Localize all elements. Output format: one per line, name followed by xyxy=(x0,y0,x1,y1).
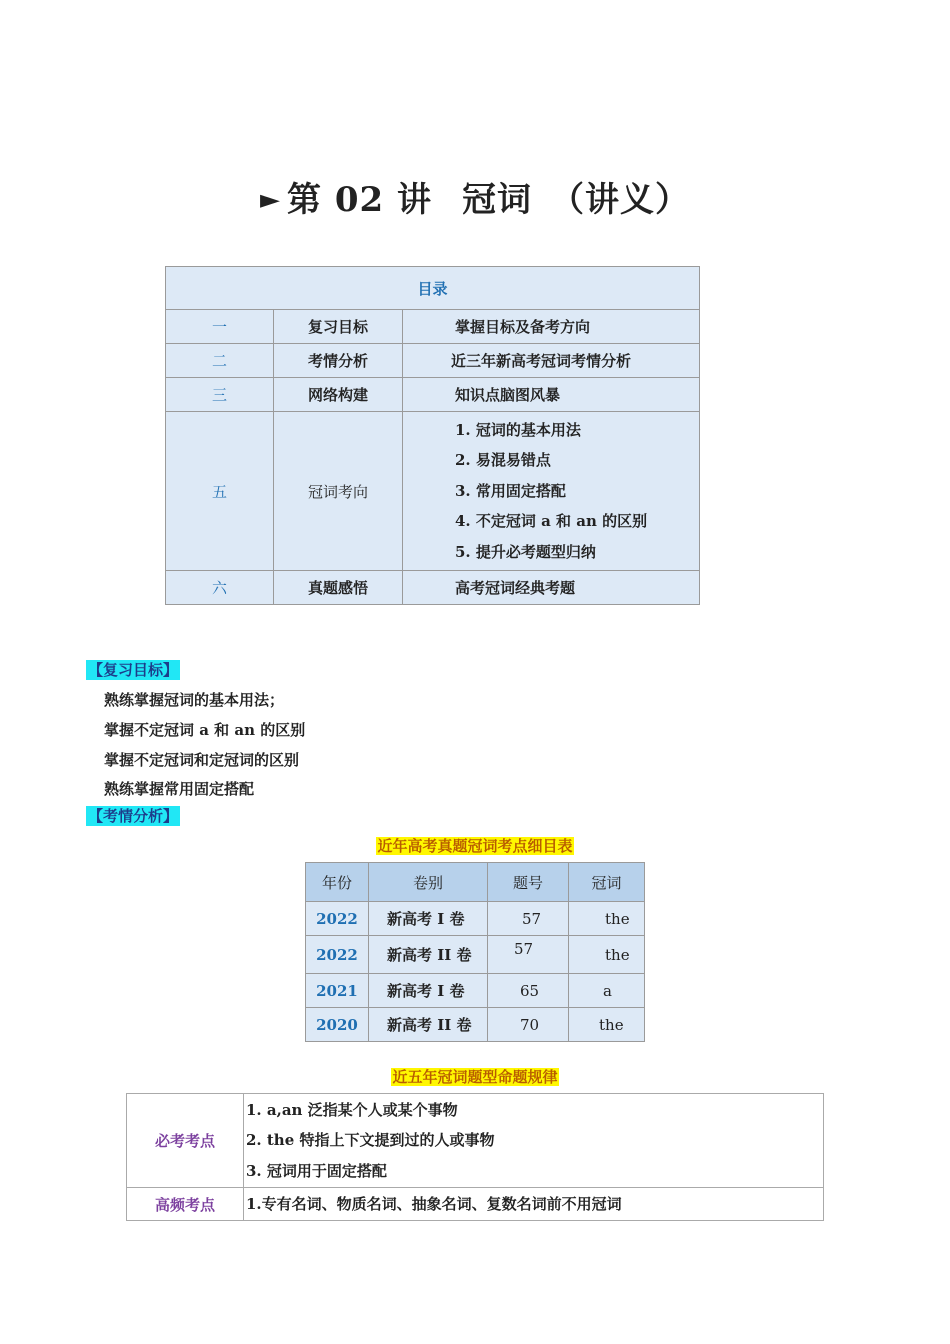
rule-item: 3. 冠词用于固定搭配 xyxy=(246,1161,387,1180)
toc-row xyxy=(166,571,700,605)
rules-row xyxy=(127,1094,824,1188)
review-item: 熟练掌握常用固定搭配 xyxy=(104,780,255,798)
col-header: 年份 xyxy=(306,863,369,902)
toc-name: 冠词考向 xyxy=(274,412,403,571)
review-item: 熟练掌握冠词的基本用法； xyxy=(104,691,285,709)
table-row xyxy=(306,936,645,974)
review-tag: 【复习目标】 xyxy=(88,661,179,679)
question-cell: 57 xyxy=(488,902,569,936)
volume-cell: 新高考 II 卷 xyxy=(369,1008,488,1042)
toc-desc: 高考冠词经典考题 xyxy=(403,571,700,605)
rules-content xyxy=(244,1188,824,1221)
exam-table-caption: 近年高考真题冠词考点细目表 xyxy=(377,837,573,855)
volume-cell: 新高考 I 卷 xyxy=(369,902,488,936)
volume-cell: 新高考 I 卷 xyxy=(369,974,488,1008)
review-item: 掌握不定冠词和定冠词的区别 xyxy=(104,751,300,769)
year-cell: 2022 xyxy=(306,936,369,974)
rules-label: 高频考点 xyxy=(127,1188,244,1221)
year-cell: 2021 xyxy=(306,974,369,1008)
title-main: 第 02 讲 xyxy=(287,180,432,220)
article-cell: the xyxy=(569,902,645,936)
rule-item: 2. the 特指上下文提到过的人或事物 xyxy=(246,1131,495,1150)
toc-desc: 近三年新高考冠词考情分析 xyxy=(403,344,700,378)
toc-table xyxy=(165,266,700,605)
article-cell: the xyxy=(569,936,645,974)
rules-row xyxy=(127,1188,824,1221)
question-cell: 65 xyxy=(488,974,569,1008)
toc-name: 网络构建 xyxy=(274,378,403,412)
rules-table xyxy=(126,1093,824,1221)
toc-desc-item: 5. 提升必考题型归纳 xyxy=(455,542,596,561)
year-cell: 2022 xyxy=(306,902,369,936)
question-cell: 70 xyxy=(488,1008,569,1042)
table-row xyxy=(306,974,645,1008)
toc-name: 复习目标 xyxy=(274,310,403,344)
toc-row xyxy=(166,412,700,571)
toc-desc-item: 1. 冠词的基本用法 xyxy=(455,420,581,439)
exam-table xyxy=(305,862,645,1042)
rules-label: 必考考点 xyxy=(127,1094,244,1188)
table-row xyxy=(306,1008,645,1042)
analysis-tag: 【考情分析】 xyxy=(88,807,179,825)
col-header: 题号 xyxy=(488,863,569,902)
table-row xyxy=(306,902,645,936)
article-cell: a xyxy=(569,974,645,1008)
toc-desc-item: 2. 易混易错点 xyxy=(455,451,551,470)
title-suffix: （讲义） xyxy=(550,180,690,220)
toc-row xyxy=(166,310,700,344)
volume-cell: 新高考 II 卷 xyxy=(369,936,488,974)
article-cell: the xyxy=(569,1008,645,1042)
col-header: 卷别 xyxy=(369,863,488,902)
exam-header-row xyxy=(306,863,645,902)
toc-num: 三 xyxy=(166,378,274,412)
rules-caption: 近五年冠词题型命题规律 xyxy=(392,1068,558,1086)
triangle-icon: ► xyxy=(260,185,281,215)
toc-desc-item: 3. 常用固定搭配 xyxy=(455,481,566,500)
toc-num: 二 xyxy=(166,344,274,378)
question-cell: 57 xyxy=(488,936,569,974)
toc-heading: 目录 xyxy=(166,267,700,310)
col-header: 冠词 xyxy=(569,863,645,902)
rules-content xyxy=(244,1094,824,1188)
rule-item: 1.专有名词、物质名词、抽象名词、复数名词前不用冠词 xyxy=(246,1194,622,1213)
page-title xyxy=(0,172,950,221)
title-topic: 冠词 xyxy=(462,180,532,220)
toc-name: 真题感悟 xyxy=(274,571,403,605)
toc-desc: 知识点脑图风暴 xyxy=(403,378,700,412)
toc-row xyxy=(166,378,700,412)
toc-desc-item: 4. 不定冠词 a 和 an 的区别 xyxy=(455,512,648,531)
toc-num: 五 xyxy=(166,412,274,571)
rule-item: 1. a,an 泛指某个人或某个事物 xyxy=(246,1100,458,1119)
toc-num: 六 xyxy=(166,571,274,605)
toc-num: 一 xyxy=(166,310,274,344)
review-item: 掌握不定冠词 a 和 an 的区别 xyxy=(104,721,306,739)
year-cell: 2020 xyxy=(306,1008,369,1042)
toc-name: 考情分析 xyxy=(274,344,403,378)
toc-row xyxy=(166,344,700,378)
toc-desc: 掌握目标及备考方向 xyxy=(403,310,700,344)
toc-desc-list xyxy=(403,412,700,571)
